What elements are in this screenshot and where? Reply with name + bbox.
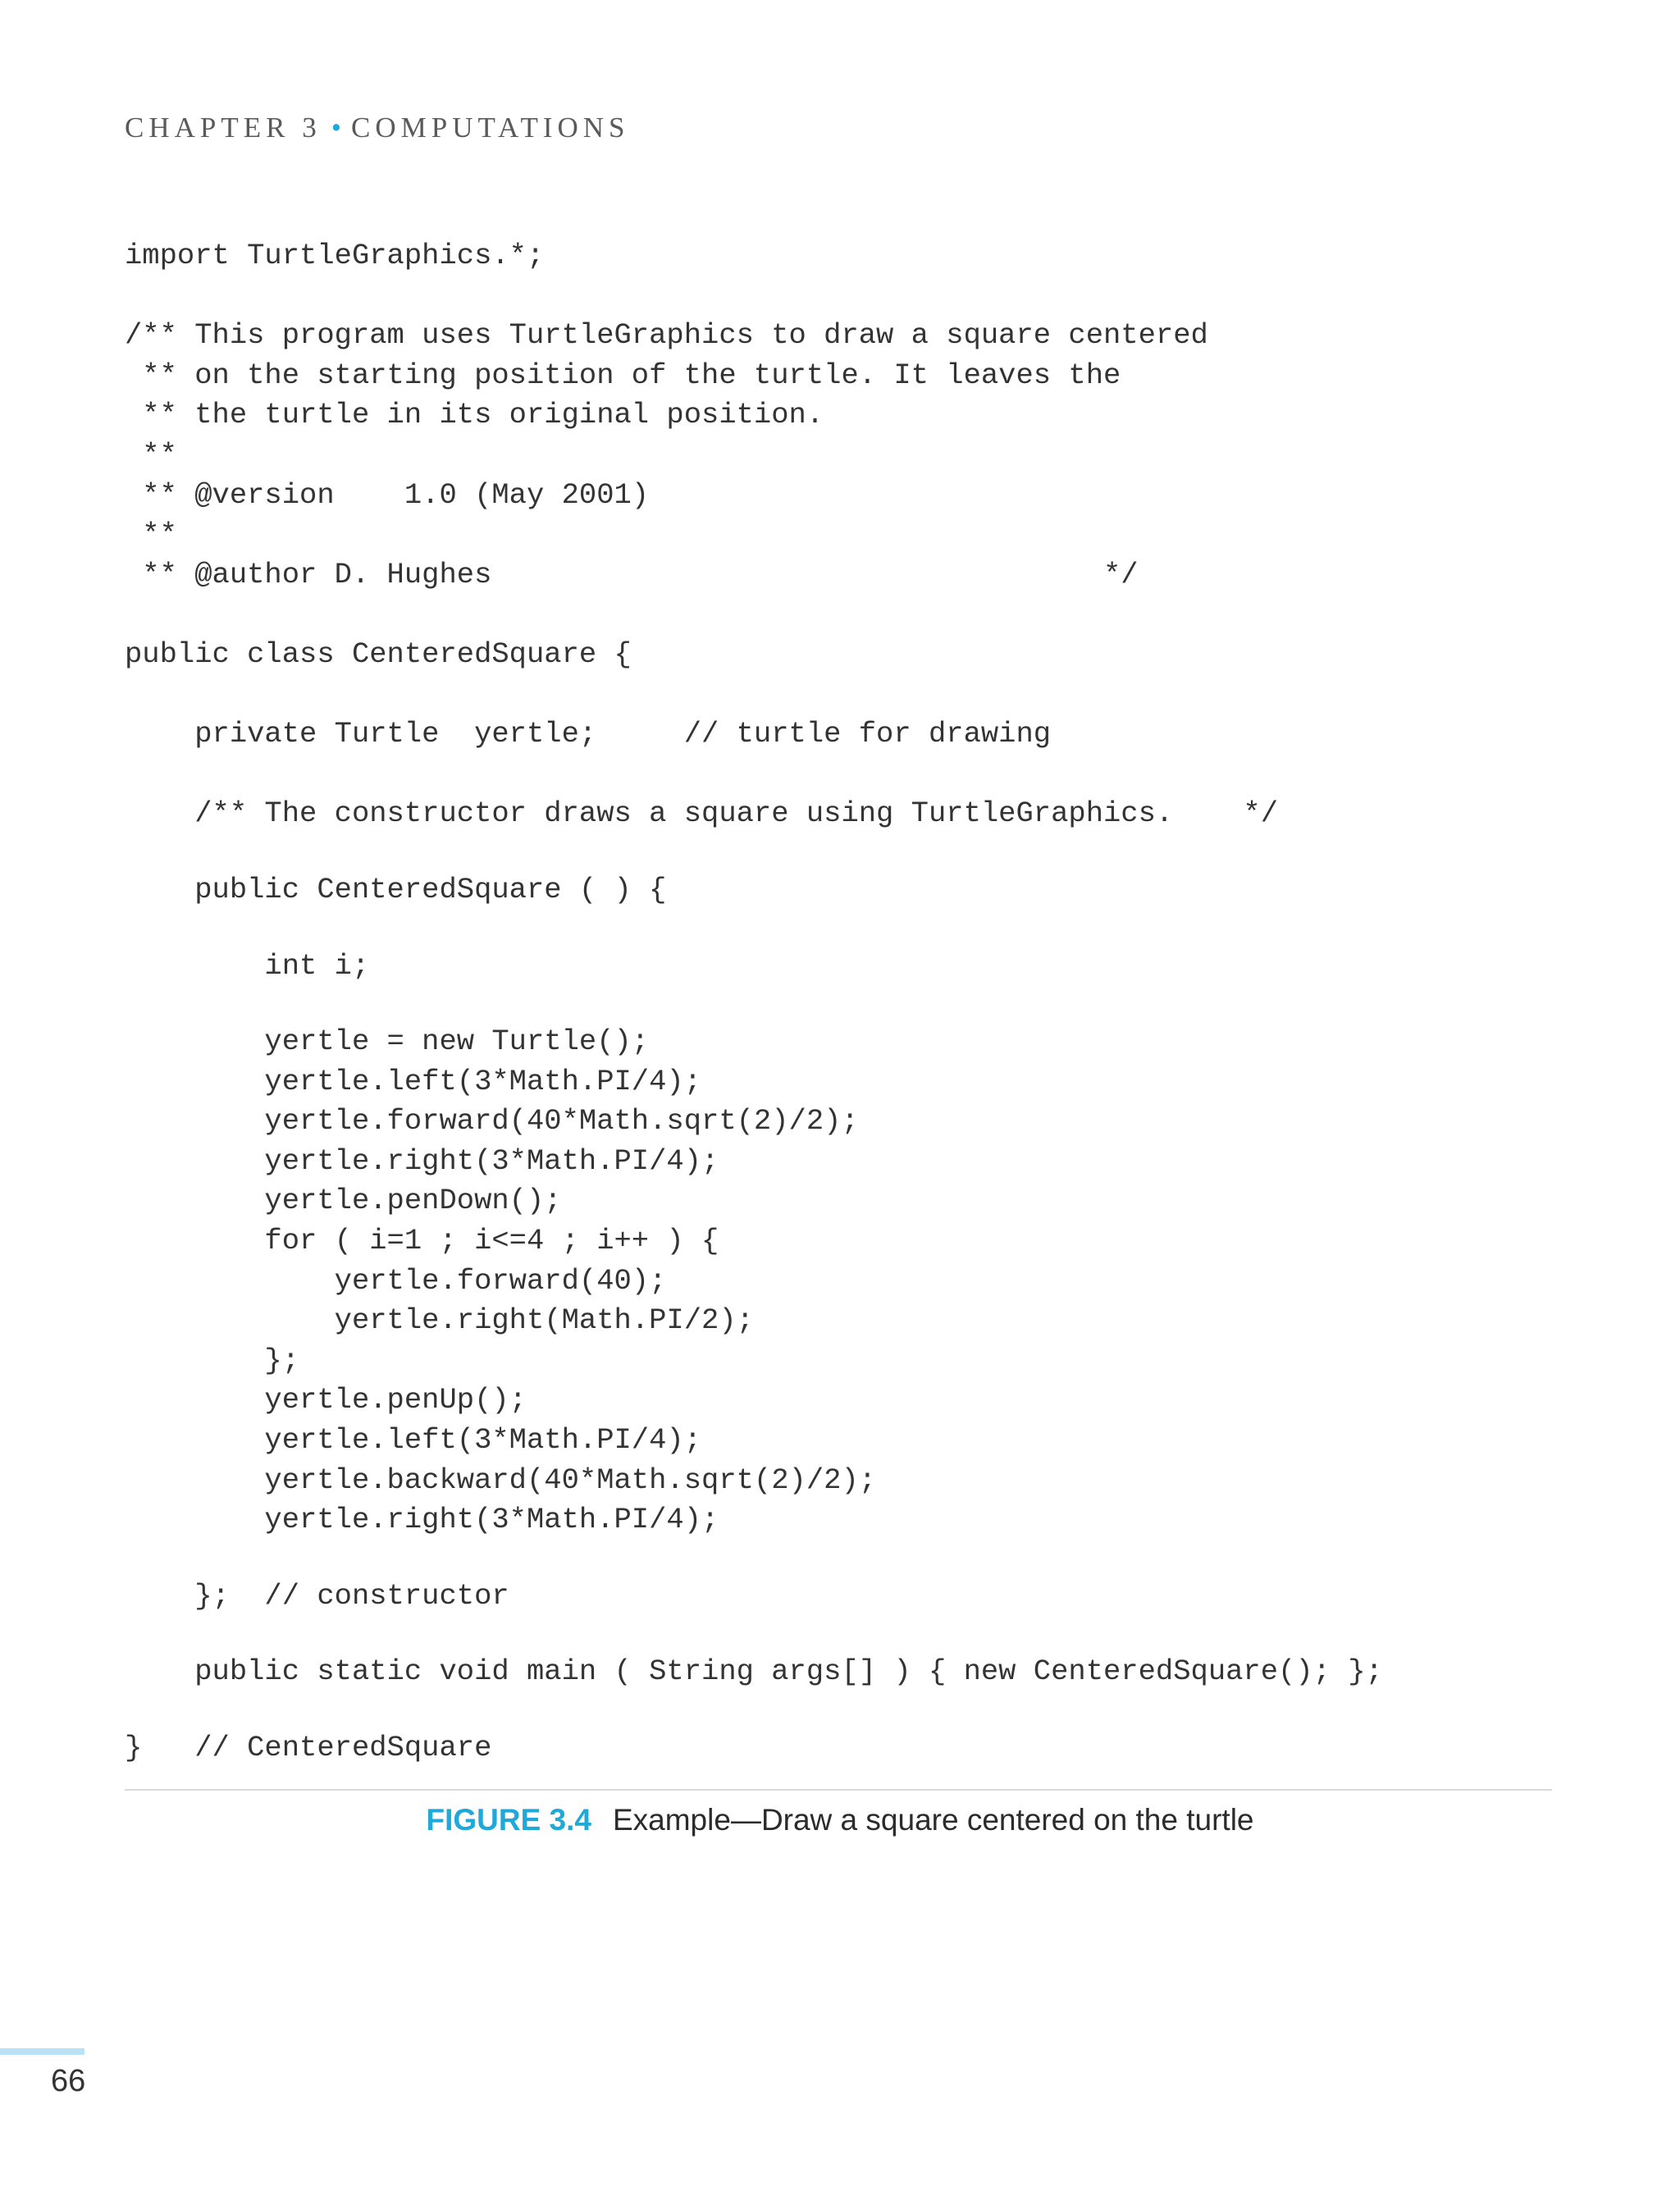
figure-divider xyxy=(125,1789,1552,1791)
code-listing xyxy=(125,236,1552,1769)
code-line: private Turtle yertle; // turtle for drawing xyxy=(125,717,1052,751)
code-line: yertle.backward(40*Math.sqrt(2)/2); xyxy=(125,1463,877,1497)
code-line: public class CenteredSquare { xyxy=(125,637,632,671)
code-line: int i; xyxy=(125,948,370,983)
header-bullet: • xyxy=(331,112,341,144)
figure-label: FIGURE 3.4 xyxy=(426,1803,591,1837)
code-line: yertle.left(3*Math.PI/4); xyxy=(125,1423,702,1458)
code-line: yertle.left(3*Math.PI/4); xyxy=(125,1064,702,1098)
section-label: COMPUTATIONS xyxy=(350,112,630,144)
code-line: yertle.penUp(); xyxy=(125,1383,527,1417)
code-line: }; // constructor xyxy=(125,1578,509,1613)
code-line: ** xyxy=(125,518,177,552)
chapter-label: CHAPTER 3 xyxy=(125,112,322,144)
code-line: /** The constructor draws a square using TurtleGraphics. */ xyxy=(125,796,1279,831)
figure-caption xyxy=(0,1803,1680,1837)
code-line: yertle.right(Math.PI/2); xyxy=(125,1303,754,1338)
code-line: import TurtleGraphics.*; xyxy=(125,239,545,272)
code-line: yertle.right(3*Math.PI/4); xyxy=(125,1503,719,1537)
code-line: ** @version 1.0 (May 2001) xyxy=(125,477,650,512)
code-line: yertle.penDown(); xyxy=(125,1184,562,1218)
code-line: public CenteredSquare ( ) { xyxy=(125,872,667,906)
code-line: yertle = new Turtle(); xyxy=(125,1025,650,1059)
code-line: }; xyxy=(125,1343,300,1377)
code-line: public static void main ( String args[] ) { new CenteredSquare(); }; xyxy=(125,1654,1383,1689)
code-line: for ( i=1 ; i<=4 ; i++ ) { xyxy=(125,1224,719,1258)
figure-caption-text: Example—Draw a square centered on the turtle xyxy=(612,1803,1254,1837)
page-tab-marker xyxy=(0,2048,84,2055)
code-line: ** on the starting position of the turtle. It leaves the xyxy=(125,358,1121,392)
code-line: yertle.forward(40*Math.sqrt(2)/2); xyxy=(125,1104,859,1139)
running-header xyxy=(125,112,630,144)
code-line: yertle.forward(40); xyxy=(125,1263,667,1298)
page-number: 66 xyxy=(51,2064,86,2098)
code-line: /** This program uses TurtleGraphics to draw a square centered xyxy=(125,318,1208,353)
code-line: ** the turtle in its original position. xyxy=(125,398,824,432)
code-line: } // CenteredSquare xyxy=(125,1731,492,1764)
code-line: ** xyxy=(125,437,177,472)
code-line: ** @author D. Hughes */ xyxy=(125,557,1139,591)
code-line: yertle.right(3*Math.PI/4); xyxy=(125,1143,719,1178)
